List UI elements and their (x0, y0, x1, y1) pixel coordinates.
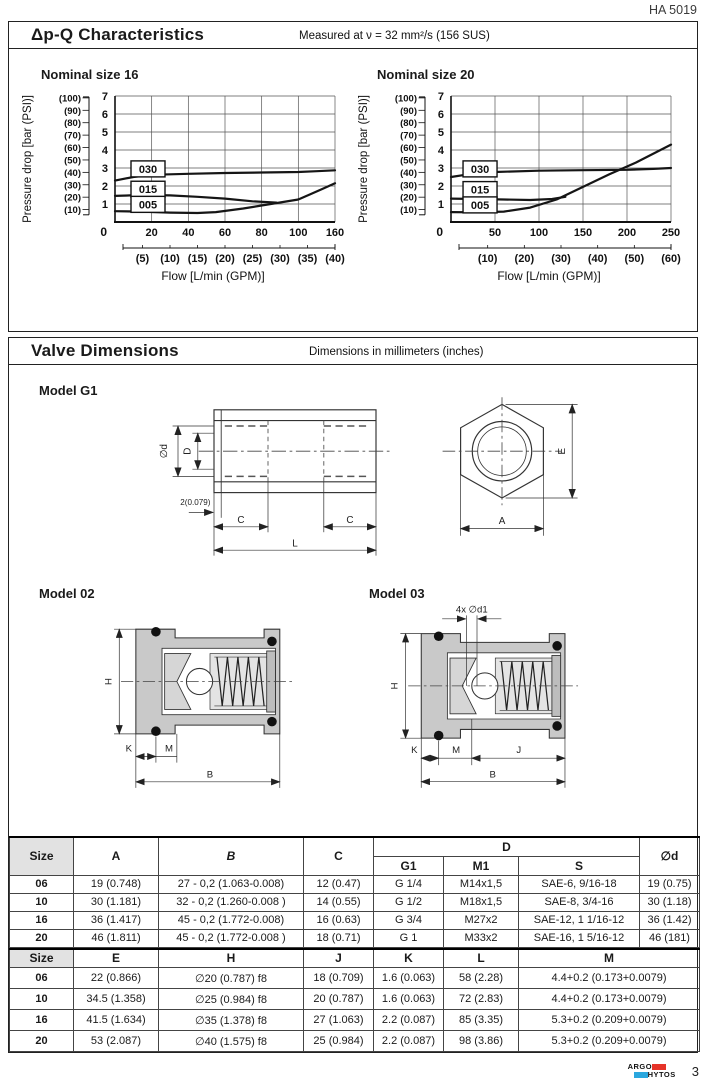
dims-section-title: Valve Dimensions (31, 341, 179, 360)
value-cell: SAE-8, 3/4-16 (519, 893, 640, 911)
y-tick-bar: 5 (101, 127, 108, 139)
model-02-drawing (79, 603, 341, 808)
x-tick-gpm: (10) (477, 253, 498, 265)
col-header-s: S (519, 856, 640, 875)
chart-title-size-16: Nominal size 16 (41, 67, 139, 82)
x-tick-gpm: (10) (160, 253, 180, 265)
x-tick: 200 (617, 227, 637, 239)
pq-section-header (9, 22, 697, 49)
g1-dim-c-left: C (237, 515, 245, 527)
table-row-size-10 (10, 893, 700, 911)
m03-dim-m: M (452, 744, 461, 756)
col-header-d: D (374, 837, 640, 856)
value-cell: 19 (0.748) (74, 875, 159, 893)
g1-dim-chamfer: 2(0.079) (180, 498, 211, 508)
y-tick-psi: (60) (400, 143, 417, 155)
x-tick: 250 (661, 227, 681, 239)
y-tick-bar: 6 (101, 109, 108, 121)
value-cell: 27 (1.063) (304, 1010, 374, 1031)
m03-dim-h: H (389, 682, 401, 690)
y-tick-bar: 7 (437, 91, 444, 103)
col-header-size: Size (10, 949, 74, 968)
value-cell: 85 (3.35) (444, 1010, 519, 1031)
y-tick-bar: 4 (437, 145, 444, 157)
x-tick: 50 (488, 227, 502, 239)
model-g1-block (9, 375, 697, 570)
models-row (9, 570, 697, 808)
value-cell: 16 (0.63) (304, 911, 374, 929)
x-tick-gpm: (30) (551, 253, 571, 265)
value-cell: 2.2 (0.087) (374, 1031, 444, 1052)
series-label-015: 015 (470, 184, 490, 197)
page-footer (628, 1063, 699, 1079)
chart-block-size-20 (355, 65, 691, 288)
value-cell: SAE-16, 1 5/16-12 (519, 929, 640, 947)
series-label-005: 005 (470, 199, 490, 212)
y-tick-psi: (30) (400, 180, 417, 192)
model-g1-title: Model G1 (39, 383, 98, 398)
x-tick-gpm: (40) (325, 253, 345, 265)
size-cell: 20 (10, 1031, 74, 1052)
value-cell: 30 (1.18) (640, 893, 700, 911)
origin-tick: 0 (100, 225, 107, 239)
value-cell: 14 (0.55) (304, 893, 374, 911)
value-cell: M14x1,5 (444, 875, 519, 893)
x-tick-gpm: (35) (297, 253, 318, 265)
doc-code: HA 5019 (649, 3, 697, 17)
x-axis-label: Flow [L/min (GPM)] (161, 269, 265, 283)
value-cell: G 1 (374, 929, 444, 947)
col-header-k: K (374, 949, 444, 968)
x-tick-gpm: (15) (187, 253, 208, 265)
y-tick-psi: (80) (400, 118, 417, 130)
y-tick-bar: 1 (437, 199, 444, 211)
size-cell: 06 (10, 968, 74, 989)
x-axis-label: Flow [L/min (GPM)] (497, 269, 601, 283)
x-tick-gpm: (20) (215, 253, 235, 265)
series-label-030: 030 (470, 163, 490, 176)
y-tick-psi: (10) (64, 205, 81, 217)
value-cell: SAE-6, 9/16-18 (519, 875, 640, 893)
value-cell: 1.6 (0.063) (374, 989, 444, 1010)
col-header-m: M (519, 949, 700, 968)
col-header-m1: M1 (444, 856, 519, 875)
value-cell: 27 - 0,2 (1.063-0.008) (159, 875, 304, 893)
col-header-h: H (159, 949, 304, 968)
value-cell: 4.4+0.2 (0.173+0.0079) (519, 968, 700, 989)
m03-dim-k: K (411, 744, 418, 756)
x-tick-gpm: (20) (514, 253, 535, 265)
value-cell: 18 (0.71) (304, 929, 374, 947)
table-row-size-06 (10, 875, 700, 893)
value-cell: 22 (0.866) (74, 968, 159, 989)
y-tick-psi: (50) (400, 155, 417, 167)
col-header-j: J (304, 949, 374, 968)
dims-body (9, 365, 697, 1052)
charts-body (9, 49, 697, 288)
value-cell: SAE-12, 1 1/16-12 (519, 911, 640, 929)
value-cell: G 3/4 (374, 911, 444, 929)
value-cell: 58 (2.28) (444, 968, 519, 989)
g1-dim-l: L (292, 538, 298, 550)
value-cell: 45 - 0,2 (1.772-0.008) (159, 911, 304, 929)
dimensions-table-2 (9, 948, 700, 1053)
model-03-drawing (369, 603, 639, 808)
model-02-block (39, 576, 369, 808)
logo-blue-block (634, 1072, 648, 1078)
col-header-a: A (74, 837, 159, 875)
y-axis-label: Pressure drop [bar (PSI)] (22, 95, 34, 223)
value-cell: ∅35 (1.378) f8 (159, 1010, 304, 1031)
col-header-e: E (74, 949, 159, 968)
dims-section-header (9, 338, 697, 365)
y-tick-bar: 4 (101, 145, 108, 157)
value-cell: 98 (3.86) (444, 1031, 519, 1052)
series-label-005: 005 (138, 199, 158, 212)
x-tick-gpm: (60) (661, 253, 681, 265)
value-cell: 18 (0.709) (304, 968, 374, 989)
value-cell: 72 (2.83) (444, 989, 519, 1010)
g1-dim-a: A (498, 516, 506, 528)
col-header-l: L (444, 949, 519, 968)
pq-section-subtitle: Measured at ν = 32 mm²/s (156 SUS) (299, 30, 490, 42)
dimensions-table-1 (9, 836, 700, 948)
value-cell: M33x2 (444, 929, 519, 947)
model-03-title: Model 03 (369, 586, 425, 601)
model-02-title: Model 02 (39, 586, 95, 601)
col-header-g1: G1 (374, 856, 444, 875)
value-cell: G 1/2 (374, 893, 444, 911)
table-row-size-10 (10, 989, 700, 1010)
argo-hytos-logo (628, 1063, 676, 1079)
section-pq-characteristics (8, 21, 698, 332)
y-tick-psi: (40) (64, 167, 81, 179)
g1-dim-e: E (557, 447, 568, 455)
x-tick-gpm: (40) (587, 253, 608, 265)
value-cell: 5.3+0.2 (0.209+0.0079) (519, 1031, 700, 1052)
table-row-size-20 (10, 1031, 700, 1052)
y-tick-psi: (80) (64, 118, 81, 130)
series-label-030: 030 (138, 163, 158, 176)
y-tick-psi: (20) (64, 192, 81, 204)
dims-section-subtitle: Dimensions in millimeters (inches) (309, 346, 484, 358)
size-cell: 10 (10, 893, 74, 911)
col-header-size: Size (10, 837, 74, 875)
value-cell: 19 (0.75) (640, 875, 700, 893)
size-cell: 10 (10, 989, 74, 1010)
m03-dim-b: B (489, 769, 496, 781)
g1-dim-d: D (182, 447, 194, 455)
x-tick-gpm: (25) (242, 253, 263, 265)
x-tick: 20 (145, 227, 158, 239)
value-cell: 1.6 (0.063) (374, 968, 444, 989)
value-cell: ∅25 (0.984) f8 (159, 989, 304, 1010)
x-tick: 150 (573, 227, 593, 239)
value-cell: 32 - 0,2 (1.260-0.008 ) (159, 893, 304, 911)
m03-dim-d1: 4x ∅d1 (455, 604, 488, 616)
logo-text-hytos: HYTOS (647, 1070, 676, 1080)
y-tick-psi: (70) (400, 130, 417, 142)
y-tick-psi: (50) (64, 155, 81, 167)
value-cell: 34.5 (1.358) (74, 989, 159, 1010)
value-cell: 25 (0.984) (304, 1031, 374, 1052)
logo-text-argo: ARGO (627, 1062, 653, 1072)
value-cell: G 1/4 (374, 875, 444, 893)
x-tick: 160 (325, 227, 345, 239)
pq-chart-size-20 (355, 86, 687, 288)
y-tick-bar: 7 (101, 91, 108, 103)
m02-dim-m: M (165, 743, 173, 755)
y-tick-bar: 6 (437, 109, 444, 121)
value-cell: 5.3+0.2 (0.209+0.0079) (519, 1010, 700, 1031)
col-header-b: B (159, 837, 304, 875)
g1-dim-od: ∅d (159, 444, 171, 459)
y-tick-bar: 3 (437, 163, 444, 175)
value-cell: M18x1,5 (444, 893, 519, 911)
value-cell: 20 (0.787) (304, 989, 374, 1010)
y-axis-label: Pressure drop [bar (PSI)] (358, 95, 370, 223)
x-tick-gpm: (30) (270, 253, 290, 265)
origin-tick: 0 (436, 225, 443, 239)
y-tick-psi: (90) (64, 105, 81, 117)
y-tick-bar: 1 (101, 199, 108, 211)
value-cell: 4.4+0.2 (0.173+0.0079) (519, 989, 700, 1010)
y-tick-bar: 2 (101, 181, 108, 193)
value-cell: M27x2 (444, 911, 519, 929)
size-cell: 16 (10, 1010, 74, 1031)
m02-dim-b: B (206, 769, 214, 781)
x-tick: 40 (182, 227, 195, 239)
series-label-015: 015 (138, 184, 158, 197)
y-tick-psi: (100) (58, 93, 81, 105)
x-tick: 60 (218, 227, 232, 239)
value-cell: ∅20 (0.787) f8 (159, 968, 304, 989)
table-row-size-16 (10, 1010, 700, 1031)
chart-block-size-16 (19, 65, 355, 288)
value-cell: 36 (1.417) (74, 911, 159, 929)
y-tick-bar: 5 (437, 127, 444, 139)
x-tick-gpm: (50) (624, 253, 645, 265)
y-tick-psi: (100) (394, 93, 417, 105)
value-cell: 53 (2.087) (74, 1031, 159, 1052)
y-tick-psi: (60) (64, 143, 81, 155)
model-03-block (369, 576, 669, 808)
y-tick-psi: (70) (64, 130, 81, 142)
x-tick-gpm: (5) (135, 253, 150, 265)
value-cell: 12 (0.47) (304, 875, 374, 893)
size-cell: 06 (10, 875, 74, 893)
dims-tables (9, 836, 697, 1052)
y-tick-psi: (20) (400, 192, 417, 204)
m02-dim-k: K (125, 743, 133, 755)
x-tick: 100 (289, 227, 308, 239)
value-cell: ∅40 (1.575) f8 (159, 1031, 304, 1052)
y-tick-bar: 2 (437, 181, 444, 193)
model-g1-drawing (79, 390, 655, 570)
y-tick-psi: (10) (400, 205, 417, 217)
size-cell: 20 (10, 929, 74, 947)
value-cell: 46 (1.811) (74, 929, 159, 947)
table-row-size-06 (10, 968, 700, 989)
table-row-size-16 (10, 911, 700, 929)
value-cell: 30 (1.181) (74, 893, 159, 911)
logo-red-block (652, 1064, 666, 1070)
x-tick: 80 (255, 227, 268, 239)
table-row-size-20 (10, 929, 700, 947)
y-tick-psi: (90) (400, 105, 417, 117)
value-cell: 2.2 (0.087) (374, 1010, 444, 1031)
chart-title-size-20: Nominal size 20 (377, 67, 475, 82)
g1-dim-c-right: C (346, 515, 354, 527)
pq-chart-size-16 (19, 86, 351, 288)
value-cell: 46 (181) (640, 929, 700, 947)
page-number: 3 (691, 1063, 699, 1079)
m03-dim-j: J (516, 744, 522, 756)
y-tick-psi: (40) (400, 167, 417, 179)
section-valve-dimensions (8, 337, 698, 1053)
m02-dim-h: H (103, 678, 115, 685)
y-tick-psi: (30) (64, 180, 81, 192)
pq-section-title: Δp-Q Characteristics (31, 25, 205, 44)
value-cell: 36 (1.42) (640, 911, 700, 929)
value-cell: 41.5 (1.634) (74, 1010, 159, 1031)
x-tick: 100 (529, 227, 549, 239)
size-cell: 16 (10, 911, 74, 929)
y-tick-bar: 3 (101, 163, 108, 175)
col-header-c: C (304, 837, 374, 875)
value-cell: 45 - 0,2 (1.772-0.008 ) (159, 929, 304, 947)
col-header-d: ∅d (640, 837, 700, 875)
